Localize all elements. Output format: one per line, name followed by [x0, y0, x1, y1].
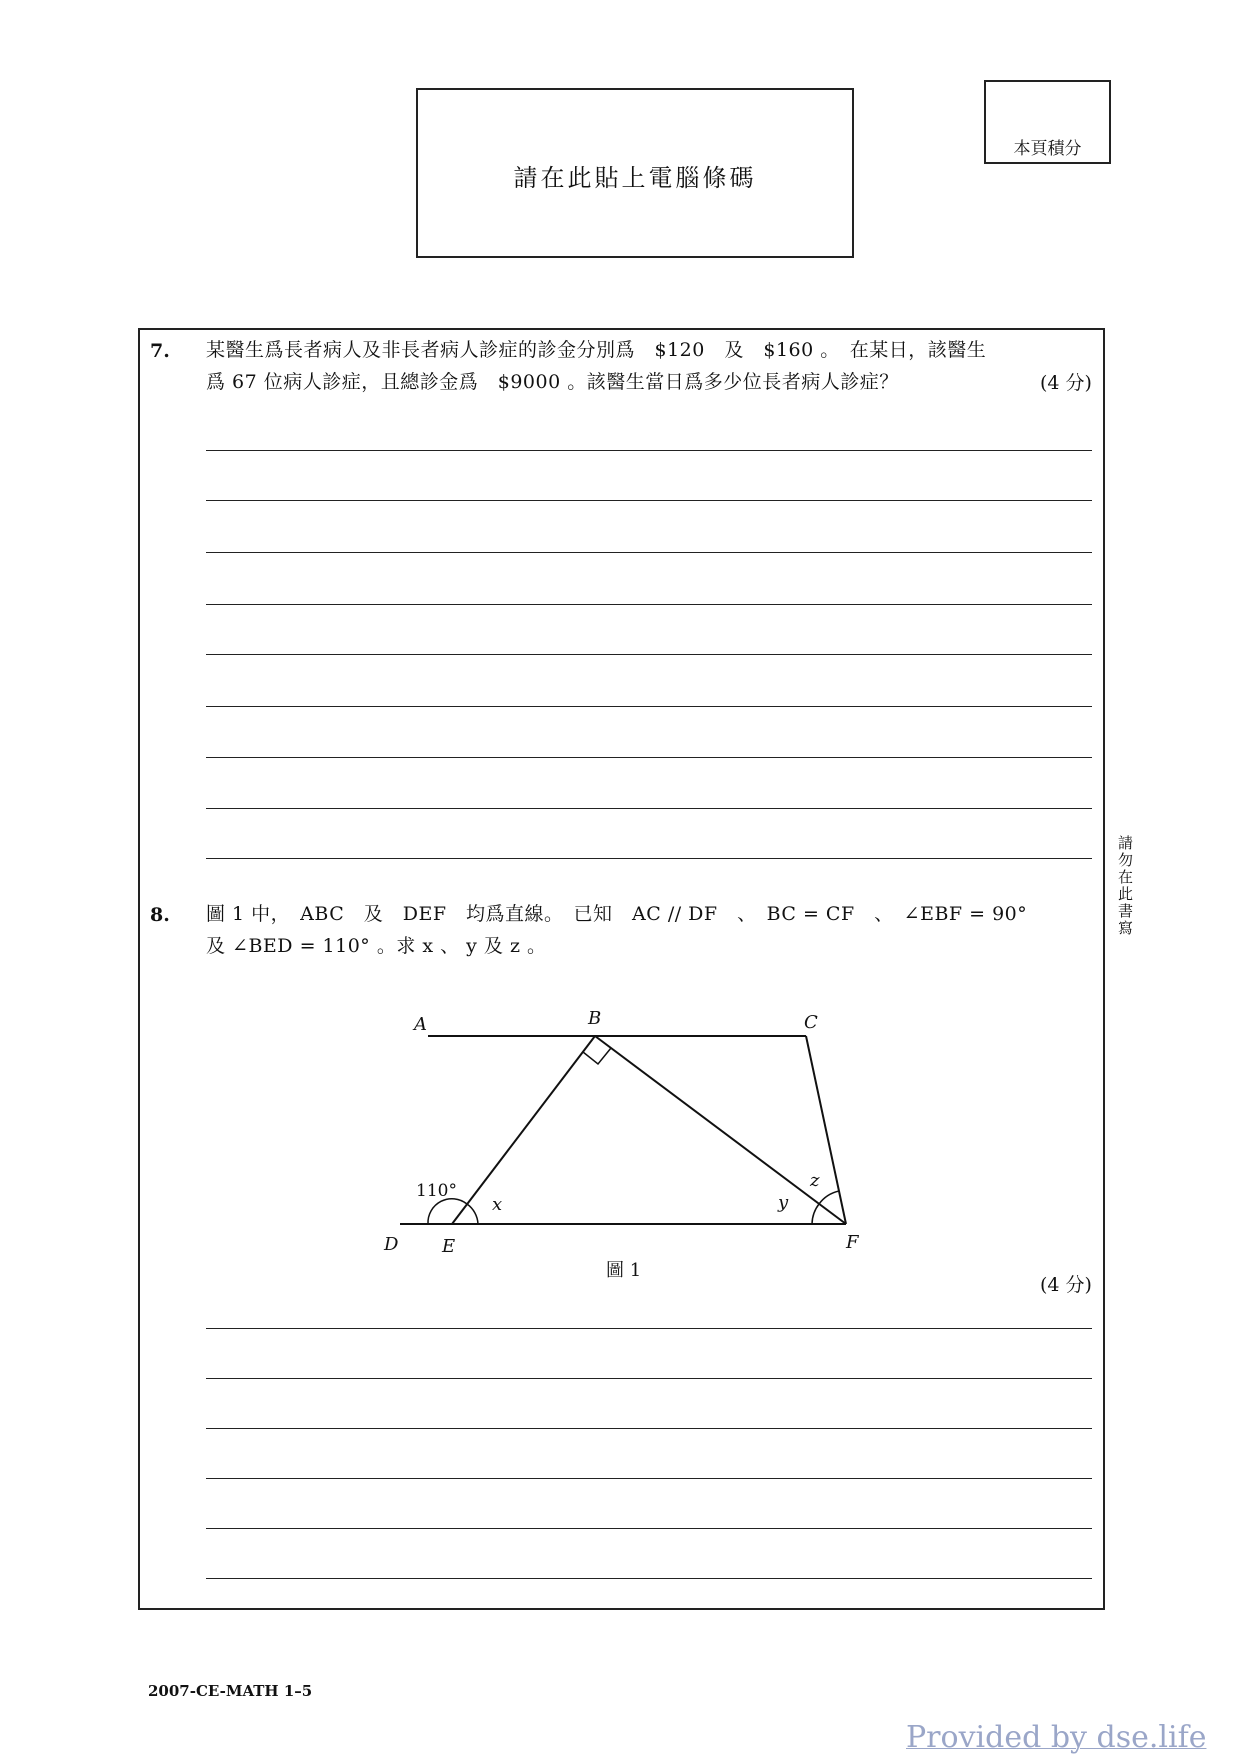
answer-line[interactable] — [206, 1328, 1092, 1329]
line-bf — [595, 1036, 846, 1224]
answer-line[interactable] — [206, 500, 1092, 501]
point-label-f: F — [846, 1232, 859, 1253]
question-8-text-line1: 圖 1 中， ABC 及 DEF 均爲直線。 已知 AC // DF 、 BC = CF 、 ∠EBF = 90° — [206, 903, 1028, 925]
page-score-label: 本頁積分 — [1013, 139, 1082, 159]
answer-line[interactable] — [206, 808, 1092, 809]
paper-code: 2007-CE-MATH 1–5 — [148, 1682, 313, 1700]
angle-label-110: 110° — [416, 1181, 457, 1201]
point-label-e: E — [442, 1236, 456, 1257]
answer-line[interactable] — [206, 1428, 1092, 1429]
angle-label-z: z — [810, 1170, 820, 1191]
question-7-text-line1: 某醫生爲長者病人及非長者病人診症的診金分別爲 $120 及 $160 。 在某日，該醫生 — [206, 339, 987, 361]
answer-line[interactable] — [206, 654, 1092, 655]
answer-area-frame — [138, 328, 1105, 1610]
question-8-number: 8. — [150, 904, 170, 926]
question-8-text-line2: 及 ∠BED = 110° 。求 x 、 y 及 z 。 — [206, 935, 547, 957]
answer-line[interactable] — [206, 1378, 1092, 1379]
answer-line[interactable] — [206, 604, 1092, 605]
answer-line[interactable] — [206, 1578, 1092, 1579]
answer-line[interactable] — [206, 757, 1092, 758]
barcode-placeholder-box — [416, 88, 854, 258]
answer-line[interactable] — [206, 1478, 1092, 1479]
watermark-link[interactable]: Provided by dse.life — [906, 1720, 1207, 1755]
angle-label-x: x — [492, 1194, 503, 1215]
question-8-marks: (4 分) — [1040, 1274, 1092, 1296]
answer-line[interactable] — [206, 450, 1092, 451]
point-label-a: A — [414, 1014, 427, 1035]
angle-arc-x — [467, 1204, 478, 1224]
point-label-d: D — [384, 1234, 399, 1255]
answer-line[interactable] — [206, 1528, 1092, 1529]
point-label-c: C — [804, 1012, 818, 1033]
answer-line[interactable] — [206, 552, 1092, 553]
figure-1-caption: 圖 1 — [606, 1260, 642, 1281]
question-7-text-line2: 爲 67 位病人診症，且總診金爲 $9000 。該醫生當日爲多少位長者病人診症？ — [206, 371, 899, 393]
question-7-marks: (4 分) — [1040, 372, 1092, 394]
answer-line[interactable] — [206, 858, 1092, 859]
figure-1-diagram — [380, 1000, 900, 1280]
question-7-number: 7. — [150, 340, 170, 362]
do-not-write-margin-note: 請勿在此書寫 — [1116, 835, 1134, 937]
answer-line[interactable] — [206, 706, 1092, 707]
line-cf — [806, 1036, 846, 1224]
point-label-b: B — [588, 1008, 602, 1029]
page-score-box — [984, 80, 1111, 164]
line-eb — [452, 1036, 595, 1224]
barcode-label: 請在此貼上電腦條碼 — [513, 163, 757, 192]
angle-arc-z — [819, 1191, 839, 1204]
angle-label-y: y — [778, 1192, 789, 1213]
angle-arc-y — [812, 1204, 819, 1224]
right-angle-mark — [583, 1048, 611, 1064]
